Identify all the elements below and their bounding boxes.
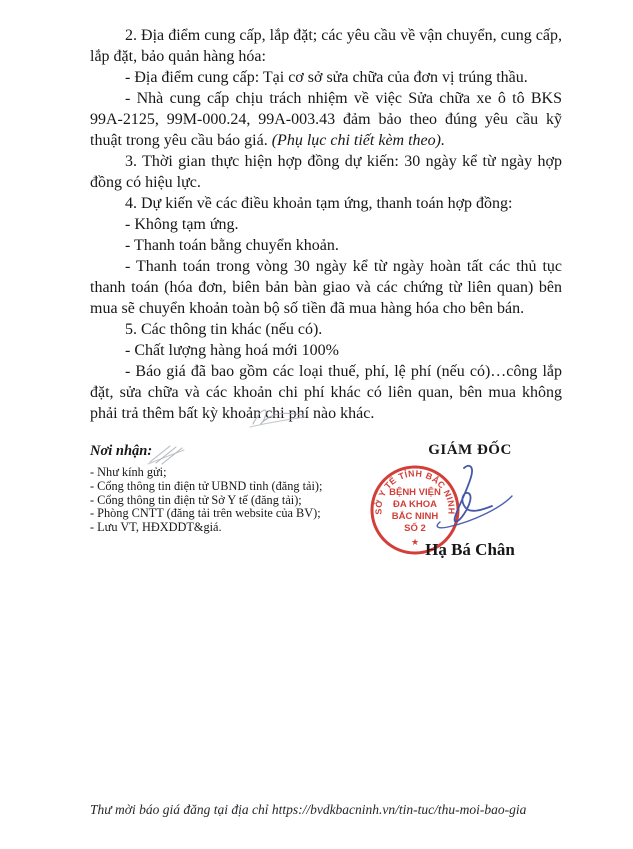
paragraph xyxy=(90,25,562,67)
recipients-title: Nơi nhận: xyxy=(90,443,153,459)
recipient-item: - Cổng thông tin điện tử UBND tỉnh (đăng tải); xyxy=(90,478,323,493)
stamp-center-line: SỐ 2 xyxy=(404,523,426,534)
paragraph-text: 2. Địa điểm cung cấp, lắp đặt; các yêu cầu về vận chuyển, cung cấp, lắp đặt, bảo quản hàng hóa: xyxy=(90,27,562,65)
paragraph-text: - Báo giá đã bao gồm các loại thuế, phí, lệ phí (nếu có)…công lắp đặt, sửa chữa và các khoản chi phí khác có liên quan, bên mua không phải trả thêm bất kỳ khoản chi phí nào khác. xyxy=(90,363,562,422)
paragraph xyxy=(90,151,562,193)
signer-name: Hạ Bá Chân xyxy=(425,540,515,559)
paragraph-text: - Chất lượng hàng hoá mới 100% xyxy=(125,342,340,359)
paragraph xyxy=(90,88,562,151)
paragraph xyxy=(90,361,562,424)
paragraph xyxy=(90,67,562,88)
stamp-center-line: BỆNH VIỆN xyxy=(389,487,441,498)
paragraph xyxy=(90,235,562,256)
paragraph-text: - Không tạm ứng. xyxy=(125,216,239,233)
initials-paraph-icon xyxy=(144,440,192,468)
recipient-item: - Như kính gửi; xyxy=(90,465,167,479)
initials-paraph-icon xyxy=(245,402,310,432)
paragraph-italic-note: (Phụ lục chi tiết kèm theo). xyxy=(271,132,445,149)
paragraph-text: 3. Thời gian thực hiện hợp đồng dự kiến: 30 ngày kể từ ngày hợp đồng có hiệu lực. xyxy=(90,153,562,191)
paragraph-text: - Địa điểm cung cấp: Tại cơ sở sửa chữa của đơn vị trúng thầu. xyxy=(125,69,528,86)
paragraph xyxy=(90,319,562,340)
body-text-block xyxy=(90,25,562,424)
recipient-item: - Lưu VT, HĐXDDT&giá. xyxy=(90,520,222,535)
recipient-item: - Cổng thông tin điện tử Sở Y tế (đăng tải); xyxy=(90,492,302,507)
paragraph-text: - Thanh toán bằng chuyển khoản. xyxy=(125,237,339,254)
paragraph xyxy=(90,214,562,235)
footer-note: Thư mời báo giá đăng tại địa chỉ https://bvdkbacninh.vn/tin-tuc/thu-moi-bao-gia xyxy=(90,802,527,817)
paragraph-text: - Nhà cung cấp chịu trách nhiệm về việc Sửa chữa xe ô tô BKS 99A-2125, 99M-000.24, 99A-003.43 đảm bảo theo đúng yêu cầu kỹ thuật trong yêu cầu báo giá. xyxy=(90,90,562,149)
recipients-block xyxy=(90,443,360,535)
paragraph-text: - Thanh toán trong vòng 30 ngày kể từ ngày hoàn tất các thủ tục thanh toán (hóa đơn, biên bản bàn giao và các chứng từ liên quan) bên mua sẽ chuyển khoản toàn bộ số tiền đã mua hàng hóa cho bên bán. xyxy=(90,258,562,317)
paragraph xyxy=(90,256,562,319)
paragraph xyxy=(90,340,562,361)
signature-stroke xyxy=(420,455,530,540)
star-icon: ★ xyxy=(410,537,420,547)
stamp-center-line: ĐA KHOA xyxy=(393,499,437,510)
stamp-ring-text: SỞ Y TẾ TỈNH BẮC NINH xyxy=(373,468,457,515)
stamp-center-line: BẮC NINH xyxy=(391,511,439,522)
recipient-item: - Phòng CNTT (đăng tải trên website của BV); xyxy=(90,506,321,521)
paragraph-text: 5. Các thông tin khác (nếu có). xyxy=(125,321,323,338)
paragraph xyxy=(90,193,562,214)
paragraph-text: 4. Dự kiến về các điều khoản tạm ứng, thanh toán hợp đồng: xyxy=(125,195,513,212)
director-title: GIÁM ĐỐC xyxy=(428,442,512,458)
